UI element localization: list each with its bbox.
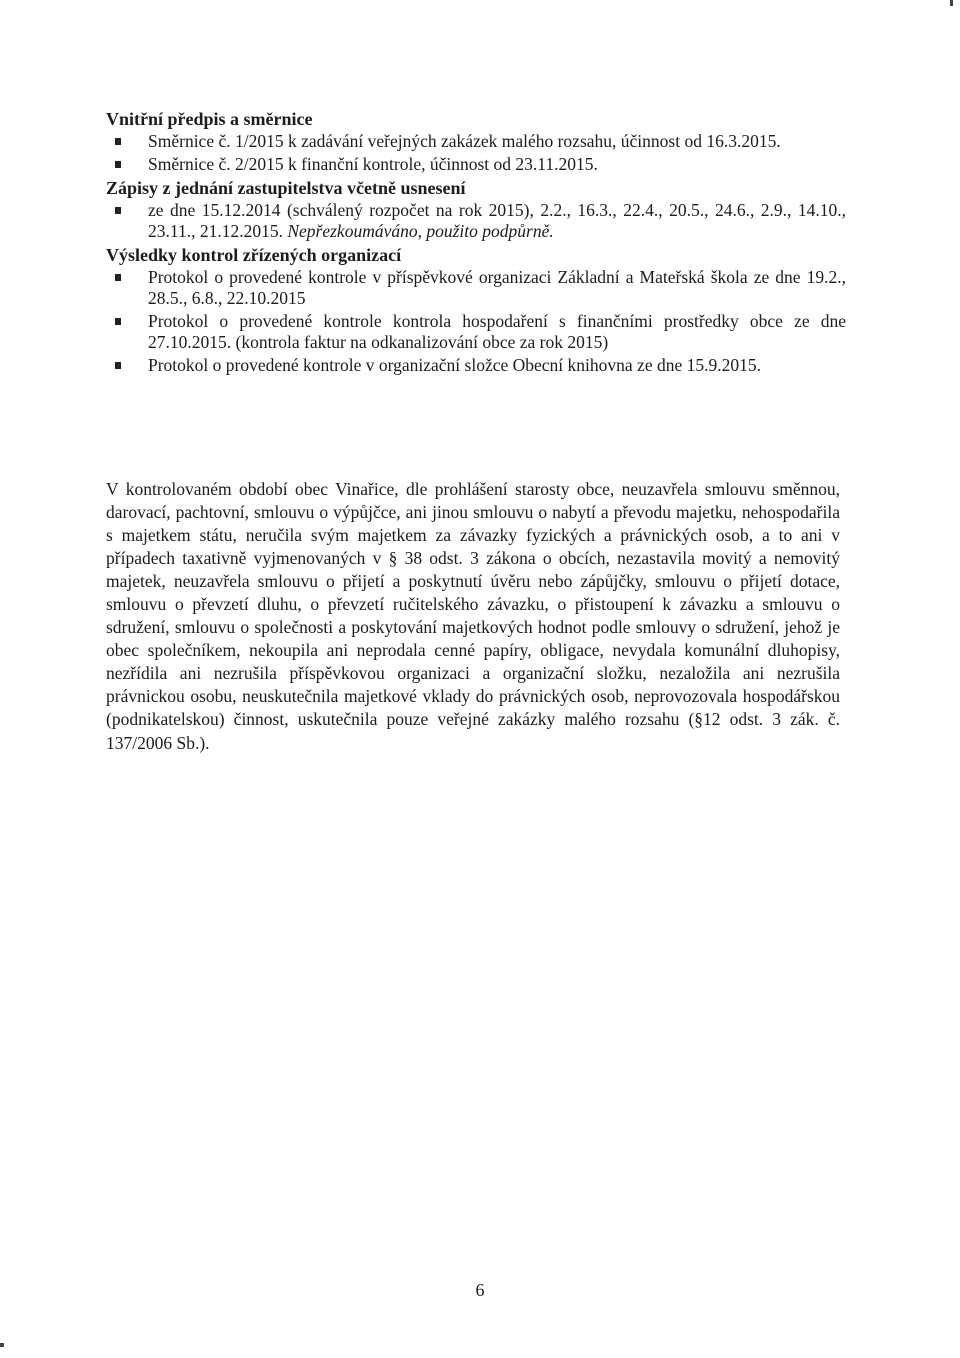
bullet-square-icon [115,274,121,281]
list-item [106,200,846,242]
list-item-text: Směrnice č. 2/2015 k finanční kontrole, účinnost od 23.11.2015. [148,154,598,174]
section-council-minutes [106,177,846,242]
body-paragraph: V kontrolovaném období obec Vinařice, dle prohlášení starosty obce, neuzavřela smlouvu směnnou, darovací, pachtovní, smlouvu o výpůjčce, ani jinou smlouvu o nabytí a převodu majetku, nehospodařila s majetkem státu, neručila svým majetkem za závazky fyzických a právnických osob, a to ani v případech taxativně vyjmenovaných v § 38 odst. 3 zákona o obcích, nezastavila movitý a nemovitý majetek, neuzavřela smlouvu o přijetí a poskytnutí úvěru nebo zápůjčky, smlouvu o přijetí dotace, smlouvu o převzetí dluhu, o převzetí ručitelského závazku, o přistoupení k závazku a smlouvu o sdružení, smlouvu o společnosti a poskytování majetkových hodnot podle smlouvy o sdružení, jehož je obec společníkem, nekoupila ani neprodala cenné papíry, obligace, nevydala komunální dluhopisy, nezřídila ani nezrušila příspěvkovou organizaci a organizační složku, nezaložila ani nezrušila právnickou osobu, neuskutečnila majetkové vklady do právnických osob, neprovozovala hospodářskou (podnikatelskou) činnost, uskutečnila pouze veřejné zakázky malého rozsahu (§12 odst. 3 zák. č. 137/2006 Sb.). [106,478,840,753]
list-item-text: Protokol o provedené kontrole v příspěvkové organizaci Základní a Mateřská škola ze dne 19.2., 28.5., 6.8., 22.10.2015 [148,267,846,308]
scan-mark-top-right [950,0,953,6]
item-list [106,131,846,175]
list-item [106,154,846,175]
list-item-text: Směrnice č. 1/2015 k zadávání veřejných zakázek malého rozsahu, účinnost od 16.3.2015. [148,131,781,151]
section-inspection-results [106,244,846,376]
list-item-text: Protokol o provedené kontrole v organizační složce Obecní knihovna ze dne 15.9.2015. [148,355,761,375]
section-heading: Zápisy z jednání zastupitelstva včetně usnesení [106,178,466,198]
list-item [106,267,846,309]
section-heading: Vnitřní předpis a směrnice [106,109,313,129]
item-list [106,200,846,242]
list-item-note: Nepřezkoumáváno, použito podpůrně. [287,221,554,241]
item-list [106,267,846,376]
list-item-text: ze dne 15.12.2014 (schválený rozpočet na rok 2015), 2.2., 16.3., 22.4., 20.5., 24.6., 2.9., 14.10., 23.11., 21.12.2015. [148,200,846,241]
scan-mark-bottom-left [0,1343,4,1347]
documents-list [106,108,846,378]
bullet-square-icon [115,207,121,214]
page-number: 6 [475,1280,485,1300]
section-heading: Výsledky kontrol zřízených organizací [106,245,402,265]
list-item [106,355,846,376]
list-item-text: Protokol o provedené kontrole kontrola hospodaření s finančními prostředky obce ze dne 27.10.2015. (kontrola faktur na odkanalizování obce za rok 2015) [148,311,846,352]
bullet-square-icon [115,318,121,325]
bullet-square-icon [115,138,121,145]
bullet-square-icon [115,161,121,168]
bullet-square-icon [115,362,121,369]
list-item [106,311,846,353]
list-item [106,131,846,152]
section-internal-regulations [106,108,846,175]
